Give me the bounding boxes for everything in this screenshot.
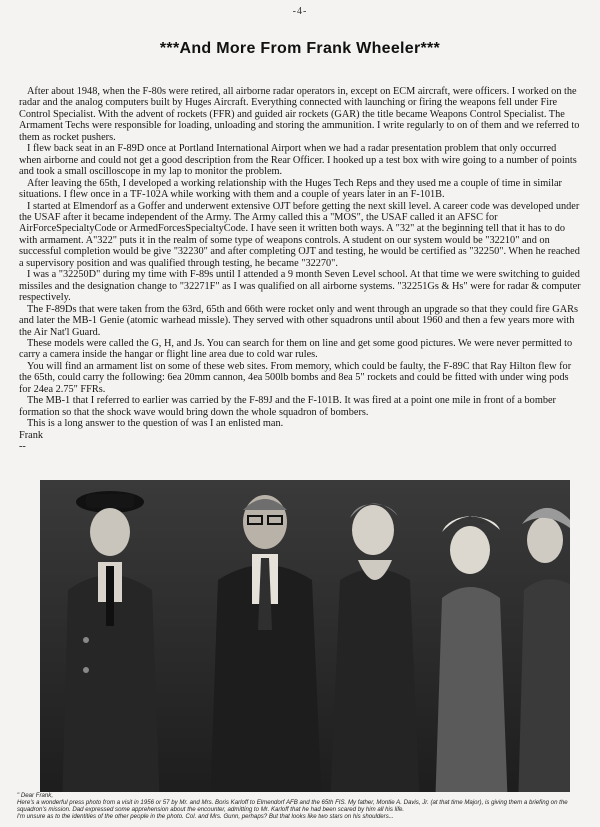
paragraph-5: I was a "32250D" during my time with F-89s until I attended a 9 month Seven Level school. At that time we were switching to guided missiles and the designation change to "32271F" as I was qualified on all airborne systems. "32251Gs & Hs" were for radar & computer respectively. <box>19 269 581 304</box>
caption-greeting: " Dear Frank, <box>17 792 54 799</box>
paragraph-2: I flew back seat in an F-89D once at Portland International Airport when we had a radar presentation problem that only occurred when airborne and could not get a good description from the Rear Officer. I hooked up a test box with wire going to a number of points and took a small oscilloscope in my lap to monitor the problem. <box>19 143 577 178</box>
signature: Frank <box>19 429 44 441</box>
paragraph-1: After about 1948, when the F-80s were retired, all airborne radar operators in, except on ECM aircraft, were officers. I worked on the radar and the analog computers built by Huges Aircraft. Everything connected with launching or firing the weapons fell under Fire Control Specialist. With the advent of rockets (FFR) and guided air rockets (GAR) the title became Weapons Control Specialist. The Armament Techs were responsible for loading, unloading and storing the ammunition. I write regularly to on of them and we referred to them as rocket pushers. <box>19 86 580 143</box>
paragraph-4: I started at Elmendorf as a Goffer and underwent extensive OJT before getting the next skill level. A career code was developed under the USAF after it became independent of the Army. The Army called this a "MOS", the USAF called it an AFSC for AirForceSpecialtyCode or ArmedForcesSpecialtyCode. I have seen it written both ways. A "32" at the beginning tell that it has to do with armament. A"322" puts it in the realm of some type of weapons controls. A student on our system would be "32210" and on successful completion would be give "32230" and after completing OJT and testing, he would be certified as "32250". When he reached a supervisory position and was qualified through testing, he became "32270". <box>19 200 580 269</box>
caption-line-1: Here's a wonderful press photo from a visit in 1956 or 57 by Mr. and Mrs. Boris Karloff to Elmendorf AFB and the 65th FIS. My father, Montie A. Davis, Jr. (at that time Major), is giving them a briefing on the squadron's mission. Dad expressed some apprehension about the encounter, admitting to Mr. Karloff that he had been scared by him all his life. <box>17 799 568 813</box>
paragraph-3: After leaving the 65th, I developed a working relationship with the Huges Tech Reps and they used me a couple of time in similar situations. I flew once in a TF-102A while working with them and a couple of years later in an F-101B. <box>19 177 562 201</box>
article-title: ***And More From Frank Wheeler*** <box>159 40 441 57</box>
page-number: -4- <box>292 6 308 17</box>
paragraph-10: This is a long answer to the question of was I an enlisted man. <box>27 418 284 430</box>
paragraph-9: The MB-1 that I referred to earlier was carried by the F-89J and the F-101B. It was fired at a point one mile in front of a bomber formation so that the shock wave would bring down the whole squadron of bombers. <box>19 395 556 418</box>
press-photo-illustration <box>40 480 570 810</box>
paragraph-8: You will find an armament list on some of these web sites. From memory, which could be faulty, the F-89C that Ray Hilton flew for the 65th, could carry the following: 6ea 20mm cannon, 4ea 500lb bombs and 8ea 5" rockets and could be fitted with under wing pods for 24ea 2.75" FFRs. <box>19 360 572 395</box>
article-body <box>19 86 581 453</box>
photo-caption <box>17 792 587 820</box>
caption-line-2: I'm unsure as to the identities of the other people in the photo. Col. and Mrs. Gunn, perhaps? But that looks like two stars on his shoulders... <box>17 813 394 820</box>
paragraph-7: These models were called the G, H, and Js. You can search for them on line and get some good pictures. We were never permitted to carry a camera inside the hangar or flight line area due to cold war rules. <box>19 337 573 361</box>
paragraph-6: The F-89Ds that were taken from the 63rd, 65th and 66th were rocket only and went through an upgrade so that they could fire GARs and later the MB-1 Genie (atomic warhead missle). They served with other squadrons until about 1960 and then a few years more with the Air Nat'l Guard. <box>19 303 579 338</box>
press-photo <box>40 480 570 810</box>
signature-dash: -- <box>19 441 26 453</box>
